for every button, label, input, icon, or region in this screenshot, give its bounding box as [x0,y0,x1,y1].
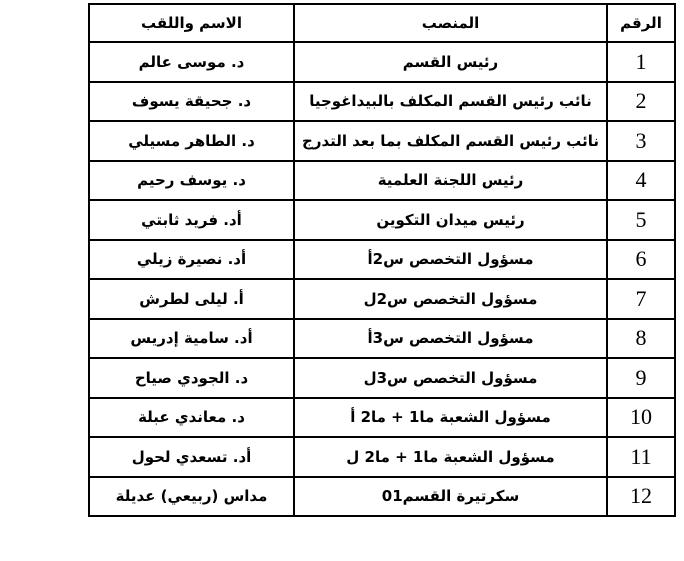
row-num: 8 [607,319,675,359]
table-row [89,279,675,319]
row-position: نائب رئيس القسم المكلف بما بعد التدرج [294,121,607,161]
row-num: 7 [607,279,675,319]
row-name: أ. ليلى لطرش [89,279,294,319]
row-position: مسؤول التخصص س3أ [294,319,607,359]
row-name: أد. نصيرة زيلي [89,240,294,280]
row-name: د. جحيقة يسوف [89,82,294,122]
table-row [89,358,675,398]
row-position: مسؤول التخصص س2أ [294,240,607,280]
row-position: مسؤول الشعبة ما1 + ما2 ل [294,437,607,477]
row-position: رئيس اللجنة العلمية [294,161,607,201]
header-num: الرقم [607,4,675,42]
row-num: 4 [607,161,675,201]
row-num: 5 [607,200,675,240]
row-position: سكرتيرة القسم01 [294,477,607,517]
row-num: 1 [607,42,675,82]
row-num: 12 [607,477,675,517]
row-position: رئيس القسم [294,42,607,82]
table-row [89,42,675,82]
row-num: 2 [607,82,675,122]
table-row [89,437,675,477]
row-num: 9 [607,358,675,398]
table-row [89,398,675,438]
table-row [89,161,675,201]
row-position: مسؤول التخصص س2ل [294,279,607,319]
header-name: الاسم واللقب [89,4,294,42]
row-name: د. الطاهر مسيلي [89,121,294,161]
table-row [89,477,675,517]
row-name: د. معاندي عبلة [89,398,294,438]
row-name: أد. فريد ثابتي [89,200,294,240]
row-position: مسؤول الشعبة ما1 + ما2 أ [294,398,607,438]
row-num: 6 [607,240,675,280]
table-row [89,82,675,122]
row-num: 11 [607,437,675,477]
row-name: أد. تسعدي لحول [89,437,294,477]
table-row [89,200,675,240]
row-name: مداس (ربيعي) عديلة [89,477,294,517]
table-row [89,319,675,359]
row-name: د. الجودي صياح [89,358,294,398]
row-name: أد. سامية إدريس [89,319,294,359]
staff-table-container [88,3,674,517]
table-row [89,240,675,280]
row-position: رئيس ميدان التكوين [294,200,607,240]
staff-table [88,3,676,517]
row-num: 3 [607,121,675,161]
row-name: د. موسى عالم [89,42,294,82]
header-position: المنصب [294,4,607,42]
table-header-row [89,4,675,42]
row-name: د. يوسف رحيم [89,161,294,201]
table-row [89,121,675,161]
row-position: نائب رئيس القسم المكلف بالبيداغوجيا [294,82,607,122]
row-num: 10 [607,398,675,438]
row-position: مسؤول التخصص س3ل [294,358,607,398]
